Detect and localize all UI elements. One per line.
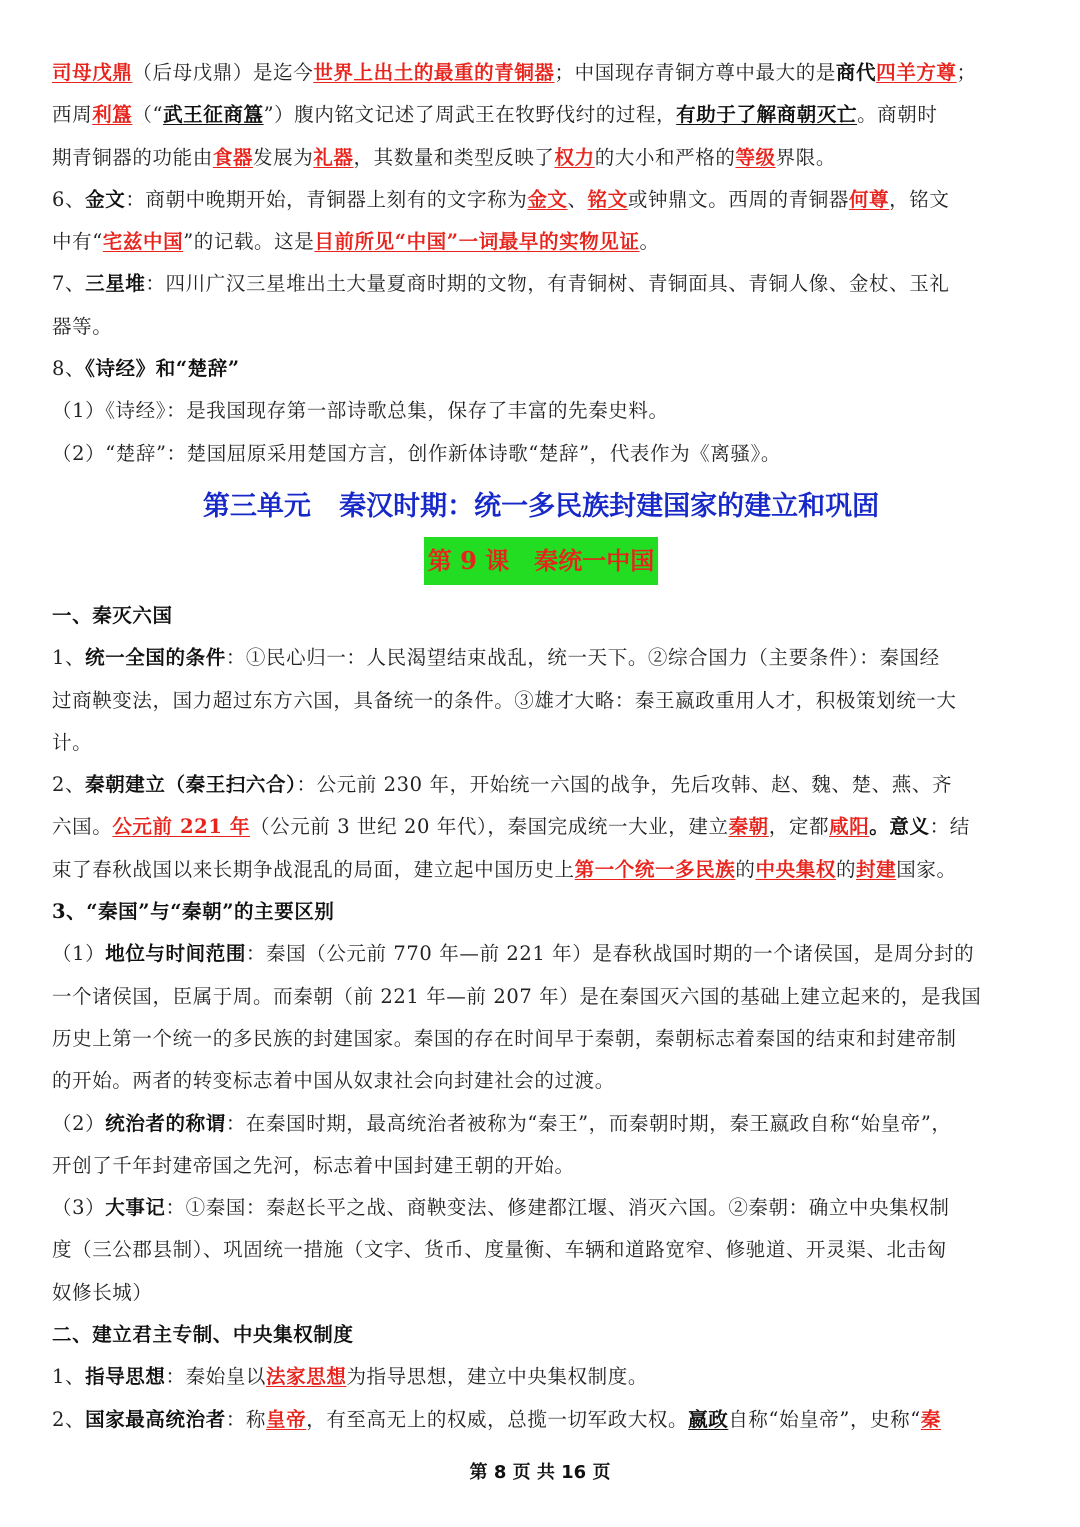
bold-term: 国家最高统治者 — [85, 1407, 226, 1431]
key-term: 利簋 — [92, 103, 133, 127]
key-term: 公元前 221 年 — [112, 815, 250, 839]
text-line — [52, 1145, 1030, 1187]
text-line — [52, 1187, 1030, 1229]
text-run: 器等。 — [52, 314, 113, 338]
text-run: 6、 — [52, 187, 86, 211]
text-run: （1） — [52, 942, 106, 966]
key-term: 封建 — [856, 857, 897, 881]
text-line — [52, 722, 1030, 764]
text-line — [52, 976, 1030, 1018]
text-line — [52, 94, 1030, 136]
text-line — [52, 1314, 1030, 1356]
text-run: 2、 — [52, 773, 86, 797]
text-line — [52, 221, 1030, 263]
bold-term: 地位与时间范围 — [105, 942, 246, 966]
text-run: 束了春秋战国以来长期争战混乱的局面，建立起中国历史上 — [52, 857, 575, 881]
text-run: ：①民心归一：人民渴望结束战乱，统一天下。②综合国力（主要条件）：秦国经 — [225, 646, 940, 670]
bold-term: 统一全国的条件 — [85, 646, 226, 670]
text-run: 一个诸侯国，臣属于周。而秦朝（前 221 年—前 207 年）是在秦国灭六国的基础上建立起来的，是我国 — [52, 984, 982, 1008]
text-run: （1）《诗经》：是我国现存第一部诗歌总集，保存了丰富的先秦史料。 — [52, 399, 669, 423]
text-run: ；中国现存青铜方尊中最大的是 — [554, 61, 836, 84]
text-line — [52, 306, 1030, 348]
text-line — [52, 595, 1030, 637]
text-run: 界限。 — [775, 145, 836, 169]
text-run: 计。 — [52, 730, 93, 754]
text-run: 的 — [835, 857, 857, 881]
text-line — [52, 806, 1030, 848]
bold-term: 大事记 — [105, 1196, 166, 1220]
text-line — [52, 637, 1030, 679]
key-term: 皇帝 — [266, 1407, 307, 1431]
key-term: 中央集权 — [755, 857, 836, 881]
text-run: 。 — [639, 230, 660, 254]
text-line — [52, 1399, 1030, 1441]
text-run: 自称“始皇帝”，史称“ — [728, 1407, 921, 1431]
text-run: ：四川广汉三星堆出土大量夏商时期的文物，有青铜树、青铜面具、青铜人像、金杖、玉礼 — [145, 272, 950, 296]
text-line — [52, 849, 1030, 891]
text-line — [52, 764, 1030, 806]
key-term: 秦 — [920, 1407, 941, 1431]
text-line — [52, 348, 1030, 390]
text-run: （后母戊鼎）是迄今 — [132, 61, 314, 84]
text-line — [52, 1272, 1030, 1314]
text-run: 中有“ — [52, 230, 103, 254]
lesson-title: 第 9 课 秦统一中国 — [424, 537, 658, 585]
key-term: 等级 — [735, 145, 776, 169]
bold-term: 商代 — [835, 61, 877, 84]
text-run: 为指导思想，建立中央集权制度。 — [346, 1365, 648, 1389]
key-term: 金文 — [527, 187, 568, 211]
text-run: 开创了千年封建帝国之先河，标志着中国封建王朝的开始。 — [52, 1153, 575, 1177]
text-run: ”的记载。这是 — [183, 230, 315, 254]
key-term: 铭文 — [587, 187, 628, 211]
text-line — [52, 1018, 1030, 1060]
text-run: 。商朝时 — [857, 103, 938, 127]
text-run: 的大小和严格的 — [594, 145, 736, 169]
text-run: 六国。 — [52, 815, 113, 839]
bold-term: 统治者的称谓 — [105, 1111, 226, 1135]
text-block-bronze-culture — [52, 52, 1030, 475]
text-run: ：公元前 230 年，开始统一六国的战争，先后攻韩、赵、魏、楚、燕、齐 — [296, 773, 953, 797]
text-run: ：称 — [225, 1407, 267, 1431]
text-run: ，铭文 — [889, 187, 950, 211]
key-term: 第一个统一多民族 — [574, 857, 736, 881]
key-term: 咸阳 — [829, 815, 870, 839]
page-footer: 第 8 页 共 16 页 — [469, 1462, 611, 1483]
key-term: 何尊 — [848, 187, 890, 211]
text-run: 奴修长城） — [52, 1280, 153, 1304]
text-run: ：商朝中晚期开始，青铜器上刻有的文字称为 — [125, 187, 528, 211]
text-run: （公元前 3 世纪 20 年代），秦国完成统一大业，建立 — [250, 815, 729, 839]
document-page — [52, 52, 1030, 1441]
text-run: （2） — [52, 1111, 106, 1135]
key-term: 秦朝 — [728, 815, 769, 839]
text-run: 2、 — [52, 1407, 86, 1431]
bold-term: 一、秦灭六国 — [52, 603, 173, 627]
key-term: 四羊方尊 — [876, 61, 957, 84]
bold-term: 有助于了解商朝灭亡 — [676, 103, 858, 127]
text-line — [52, 137, 1030, 179]
key-term: 礼器 — [313, 145, 354, 169]
text-run: ：①秦国：秦赵长平之战、商鞅变法、修建都江堰、消灭六国。②秦朝：确立中央集权制 — [165, 1196, 950, 1220]
key-term: 世界上出土的最重的青铜器 — [313, 61, 555, 84]
text-run: ，有至高无上的权威，总揽一切军政大权。 — [306, 1407, 689, 1431]
text-line — [52, 52, 1030, 94]
bold-term: 武王征商簋 — [163, 103, 264, 127]
key-term: 法家思想 — [266, 1365, 347, 1389]
bold-term: 《诗经》和“楚辞” — [85, 357, 240, 381]
text-line — [52, 1356, 1030, 1398]
key-term: 目前所见“中国”一词最早的实物见证 — [314, 230, 640, 254]
lesson-title-wrap — [52, 537, 1030, 595]
text-run: ，定都 — [768, 815, 830, 839]
text-run: 8、 — [52, 357, 86, 381]
text-run: 、 — [567, 187, 588, 211]
text-run: 历史上第一个统一的多民族的封建国家。秦国的存在时间早于秦朝，秦朝标志着秦国的结束和封建帝制 — [52, 1026, 957, 1050]
text-line — [52, 933, 1030, 975]
key-term: 权力 — [554, 145, 595, 169]
text-line — [52, 1229, 1030, 1271]
text-run: ：秦国（公元前 770 年—前 221 年）是春秋战国时期的一个诸侯国，是周分封的 — [245, 942, 975, 966]
bold-term: 。意义 — [869, 815, 930, 839]
text-run: 的 — [735, 857, 756, 881]
text-run: 国家。 — [896, 857, 957, 881]
text-run: ：在秦国时期，最高统治者被称为“秦王”，而秦朝时期，秦王嬴政自称“始皇帝”， — [225, 1111, 952, 1135]
bold-term: 二、建立君主专制、中央集权制度 — [52, 1323, 354, 1347]
text-line — [52, 1103, 1030, 1145]
text-run: 度（三公郡县制）、巩固统一措施（文字、货币、度量衡、车辆和道路宽窄、修驰道、开灵渠、北击匈 — [52, 1238, 947, 1262]
bold-term: 三星堆 — [85, 272, 146, 296]
text-run: （“ — [132, 103, 164, 127]
bold-term: 嬴政 — [688, 1407, 729, 1431]
bold-term: 秦朝建立（秦王扫六合） — [85, 773, 297, 797]
text-run: 过商鞅变法，国力超过东方六国，具备统一的条件。③雄才大略：秦王嬴政重用人才，积极策划统一大 — [52, 688, 957, 712]
text-run: ：结 — [929, 815, 970, 839]
text-run: ； — [956, 61, 977, 84]
text-line — [52, 680, 1030, 722]
text-line — [52, 1060, 1030, 1102]
text-run: 1、 — [52, 646, 86, 670]
text-run: （2）“楚辞”：楚国屈原采用楚国方言，创作新体诗歌“楚辞”，代表作为《离骚》。 — [52, 441, 781, 465]
text-line — [52, 263, 1030, 305]
bold-term: 3、“秦国”与“秦朝”的主要区别 — [52, 900, 335, 924]
text-run: ，其数量和类型反映了 — [353, 145, 555, 169]
key-term: 宅兹中国 — [102, 230, 184, 254]
text-line — [52, 179, 1030, 221]
text-run: （3） — [52, 1196, 106, 1220]
bold-term: 指导思想 — [85, 1365, 166, 1389]
unit-title: 第三单元 秦汉时期：统一多民族封建国家的建立和巩固 — [202, 490, 880, 522]
bold-term: 金文 — [85, 187, 126, 211]
key-term: 食器 — [212, 145, 254, 169]
text-line — [52, 390, 1030, 432]
text-block-qin-unification — [52, 595, 1030, 1441]
text-run: 发展为 — [253, 145, 314, 169]
text-line — [52, 433, 1030, 475]
text-line — [52, 891, 1030, 933]
text-run: 期青铜器的功能由 — [52, 145, 213, 169]
text-run: ：秦始皇以 — [165, 1365, 267, 1389]
text-run: ”）腹内铭文记述了周武王在牧野伐纣的过程， — [263, 103, 677, 127]
text-run: 或钟鼎文。西周的青铜器 — [627, 187, 849, 211]
text-run: 7、 — [52, 272, 86, 296]
text-run: 西周 — [52, 103, 93, 127]
text-run: 的开始。两者的转变标志着中国从奴隶社会向封建社会的过渡。 — [52, 1069, 615, 1093]
text-run: 1、 — [52, 1365, 86, 1389]
key-term: 司母戊鼎 — [52, 61, 133, 84]
